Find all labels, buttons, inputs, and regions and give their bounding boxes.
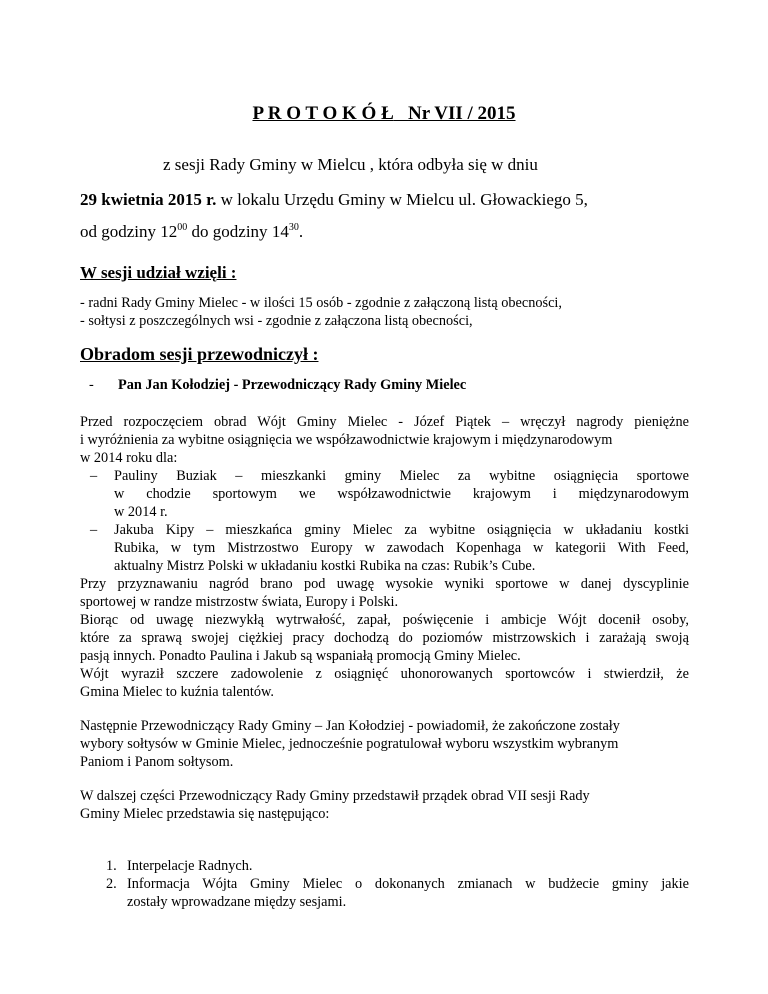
para1-line-1: Przed rozpoczęciem obrad Wójt Gminy Mielec - Józef Piątek – wręczył nagrody pieniężne bbox=[80, 414, 689, 430]
para3-line-3: Paniom i Panom sołtysom. bbox=[80, 754, 234, 770]
para3-line-1: Następnie Przewodniczący Rady Gminy – Jan Kołodziej - powiadomił, że zakończone zostały bbox=[80, 718, 620, 734]
para2-line-5: pasją innych. Ponadto Paulina i Jakub są wspaniałą promocją Gminy Mielec. bbox=[80, 648, 521, 664]
bullet-2-line-2: Rubika, w tym Mistrzostwo Europy w zawodach Kopenhaga w kategorii With Feed, bbox=[114, 540, 689, 556]
agenda-num-2: 2. bbox=[106, 876, 117, 892]
bullet-2-dash: – bbox=[90, 522, 98, 538]
participants-heading: W sesji udział wzięli : bbox=[80, 263, 237, 282]
bullet-2-line-3: aktualny Mistrz Polski w układaniu kostki Rubika na czas: Rubik’s Cube. bbox=[114, 558, 536, 574]
para2-line-2: sportowej w randze mistrzostw świata, Europy i Polski. bbox=[80, 594, 399, 610]
agenda-item-2-line-2: zostały wprowadzane między sesjami. bbox=[127, 894, 347, 910]
para2-line-1: Przy przyznawaniu nagród brano pod uwagę wysokie wyniki sportowe w danej dyscyplinie bbox=[80, 576, 689, 592]
chair-dash: - bbox=[89, 377, 94, 393]
para2-line-6: Wójt wyraził szczere zadowolenie z osiągnięć uhonorowanych sportowców i stwierdził, że bbox=[80, 666, 689, 682]
bullet-1-line-3: w 2014 r. bbox=[114, 504, 168, 520]
intro-line-2: 29 kwietnia 2015 r. w lokalu Urzędu Gminy w Mielcu ul. Głowackiego 5, bbox=[80, 190, 588, 209]
participants-item-1: - radni Rady Gminy Mielec - w ilości 15 osób - zgodnie z załączoną listą obecności, bbox=[80, 295, 562, 311]
para2-line-4: które za sprawą swojej ciężkiej pracy dochodzą do poziomów mistrzowskich i zarażają swoją bbox=[80, 630, 689, 646]
para3-line-2: wybory sołtysów w Gminie Mielec, jednocześnie pogratulował wyboru wszystkim wybranym bbox=[80, 736, 619, 752]
chair-name: Pan Jan Kołodziej - Przewodniczący Rady Gminy Mielec bbox=[118, 377, 467, 393]
participants-item-2: - sołtysi z poszczególnych wsi - zgodnie z załączona listą obecności, bbox=[80, 313, 473, 329]
para4-line-2: Gminy Mielec przedstawia się następująco: bbox=[80, 806, 330, 822]
bullet-1-dash: – bbox=[90, 468, 98, 484]
agenda-item-1: Interpelacje Radnych. bbox=[127, 858, 253, 874]
para2-line-3: Biorąc od uwagę niezwykłą wytrwałość, zapał, poświęcenie i ambicje Wójt docenił osoby, bbox=[80, 612, 689, 628]
para4-line-1: W dalszej części Przewodniczący Rady Gminy przedstawił prządek obrad VII sesji Rady bbox=[80, 788, 590, 804]
agenda-num-1: 1. bbox=[106, 858, 117, 874]
para1-line-2: i wyróżnienia za wybitne osiągnięcia we współzawodnictwie krajowym i międzynarodowym bbox=[80, 432, 613, 448]
protocol-title: P R O T O K Ó Ł Nr VII / 2015 bbox=[252, 103, 516, 124]
intro-line-3: od godziny $12^{00}$ do godziny $14^{30}$. bbox=[80, 222, 304, 241]
intro-line-1: z sesji Rady Gminy w Mielcu , która odbyła się w dniu bbox=[163, 155, 538, 174]
para2-line-7: Gmina Mielec to kuźnia talentów. bbox=[80, 684, 275, 700]
para1-line-3: w 2014 roku dla: bbox=[80, 450, 178, 466]
bullet-2-line-1: Jakuba Kipy – mieszkańca gminy Mielec za wybitne osiągnięcia w układaniu kostki bbox=[114, 522, 689, 538]
bullet-1-line-1: Pauliny Buziak – mieszkanki gminy Mielec za wybitne osiągnięcia sportowe bbox=[114, 468, 689, 484]
agenda-item-2-line-1: Informacja Wójta Gminy Mielec o dokonanych zmianach w budżecie gminy jakie bbox=[127, 876, 689, 892]
bullet-1-line-2: w chodzie sportowym we współzawodnictwie krajowym i międzynarodowym bbox=[114, 486, 689, 502]
chair-heading: Obradom sesji przewodniczył : bbox=[80, 344, 319, 364]
